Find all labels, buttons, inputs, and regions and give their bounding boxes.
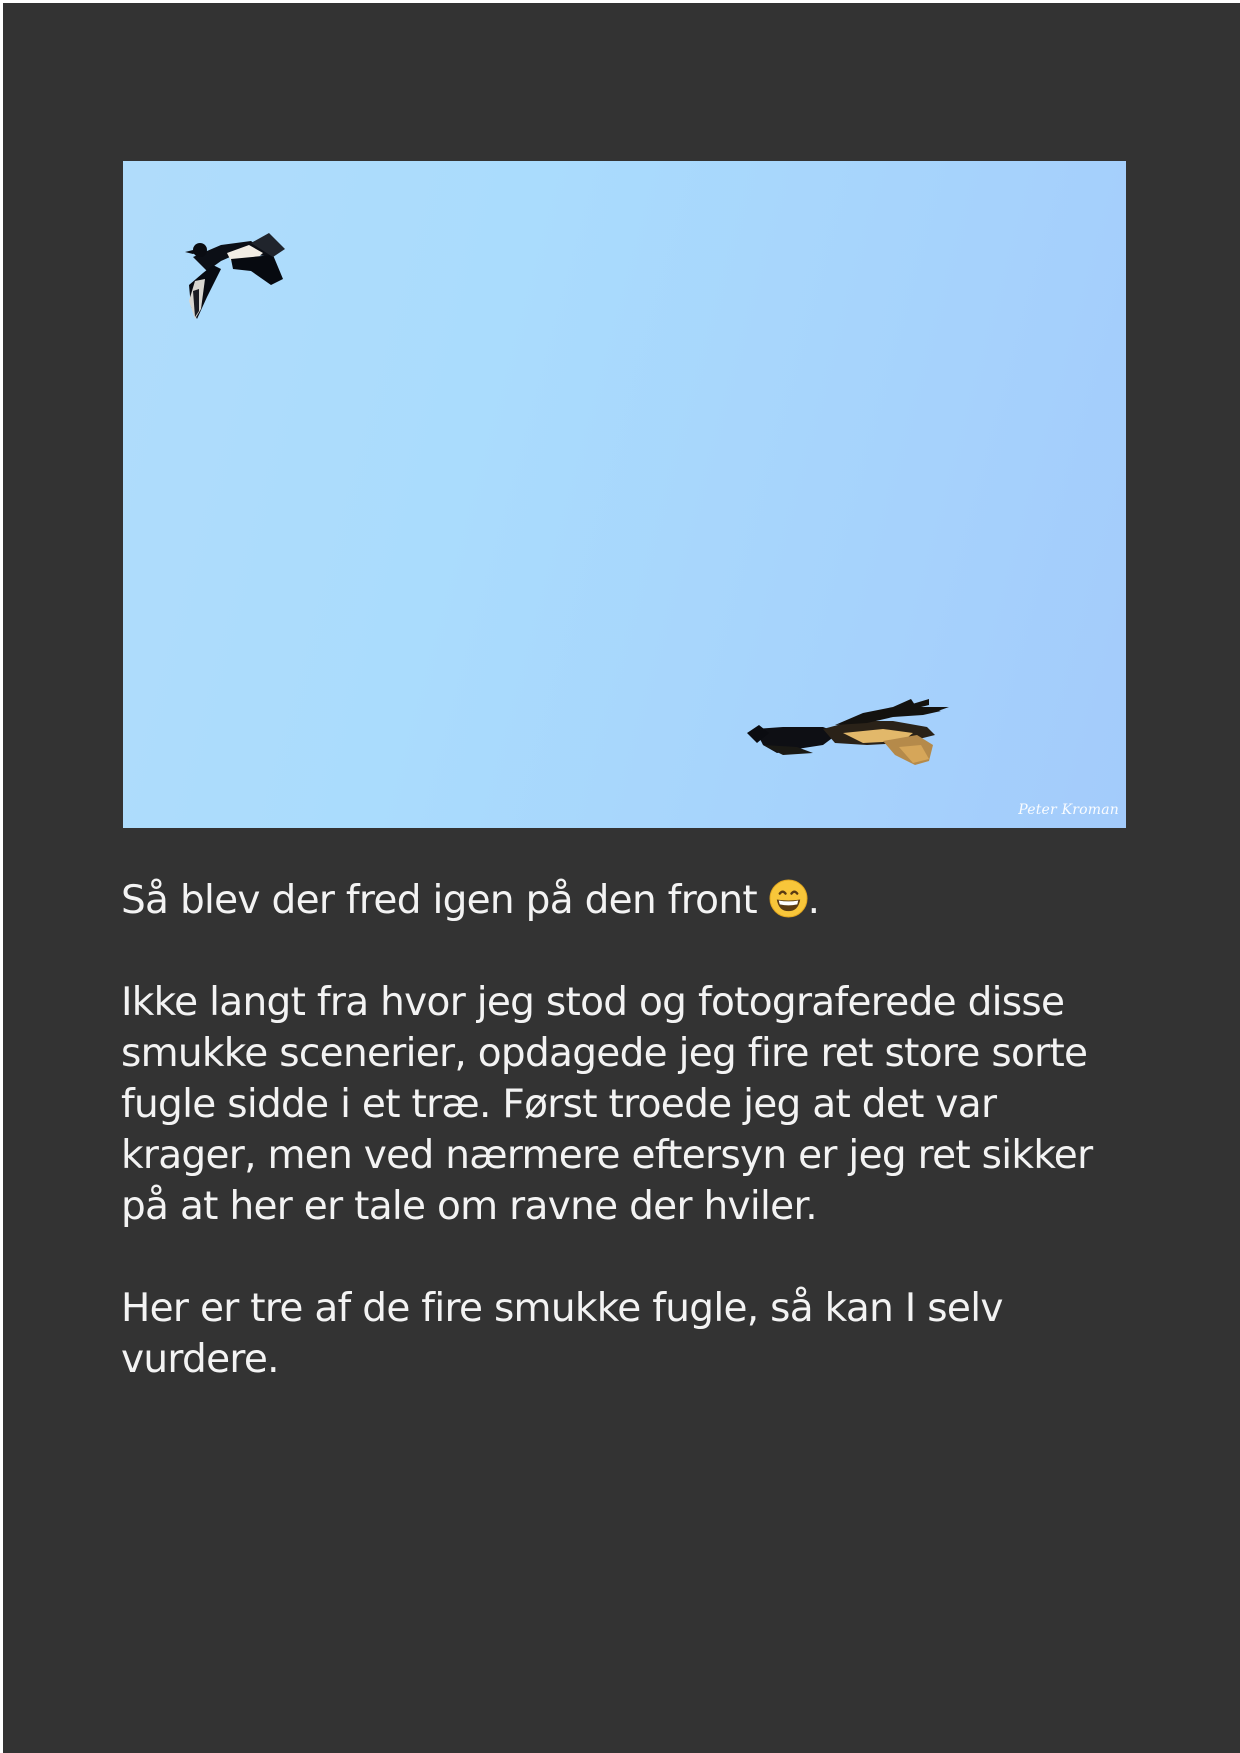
paragraph-1 — [121, 875, 1131, 926]
line-1-end: . — [807, 878, 820, 923]
bird-photo-art — [123, 161, 1126, 828]
buzzard-figure — [747, 699, 949, 765]
photo-watermark: Peter Kroman — [1018, 802, 1119, 818]
paragraph-2: Ikke langt fra hvor jeg stod og fotograferede disse smukke scenerier, opdagede jeg fire ret store sorte fugle sidde i et træ. Først troede jeg at det var krager, men ved nærmere eftersyn er jeg ret sikker på at her er tale om ravne der hviler. — [121, 980, 1093, 1229]
paragraph-3: Her er tre af de fire smukke fugle, så kan I selv vurdere. — [121, 1286, 1003, 1382]
document-page — [3, 3, 1240, 1753]
body-text — [121, 875, 1131, 1436]
magpie-figure — [185, 233, 285, 319]
grinning-face-icon — [769, 879, 808, 918]
bird-photo — [123, 161, 1126, 828]
line-1-text: Så blev der fred igen på den front — [121, 878, 757, 923]
